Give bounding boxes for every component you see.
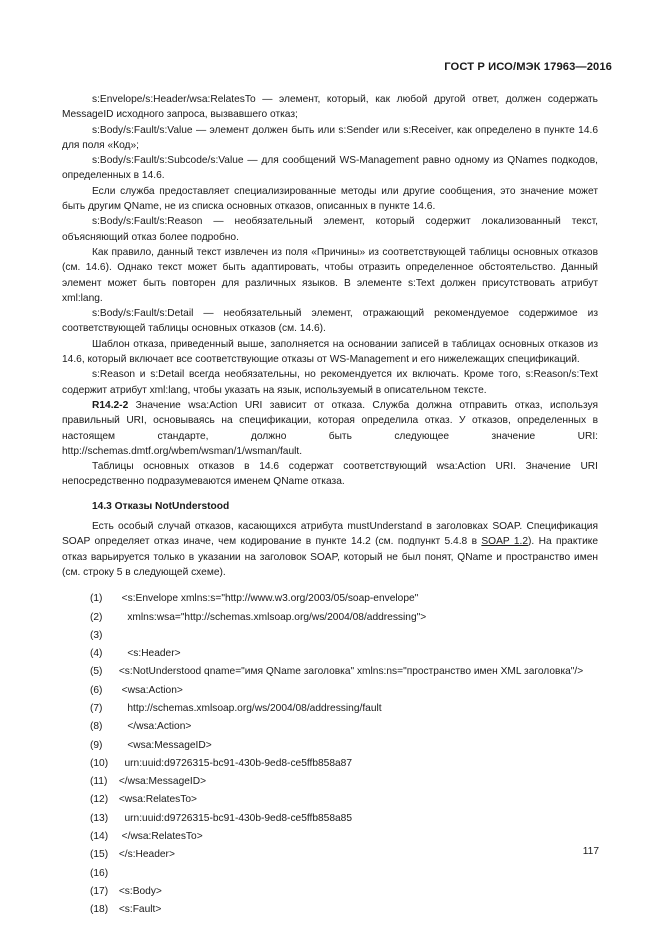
code-line-number: (14) (90, 831, 109, 843)
code-line-number: (5) (90, 666, 103, 678)
code-line-number: (16) (90, 867, 109, 879)
code-line (90, 865, 598, 883)
code-line (90, 682, 598, 700)
code-line-number: (9) (90, 739, 103, 751)
paragraph-relatesto: s:Envelope/s:Header/wsa:RelatesTo — элемент, который, как любой другой ответ, должен содержать MessageID исходного запроса, вызвавшего отказ; (62, 94, 598, 121)
code-line-number: (12) (90, 794, 109, 806)
code-line-text: </s:Header> (116, 849, 175, 861)
paragraph-custom-methods: Если служба предоставляет специализированные методы или другие сообщения, это значение может быть другим QName, не из списка основных отказов, описанных в пункте 14.6. (62, 185, 598, 213)
paragraph-subcode-value: s:Body/s:Fault/s:Subcode/s:Value — для сообщений WS-Management равно одному из QNames подкодов, определенных в 14.6. (62, 155, 598, 182)
code-line-number: (3) (90, 629, 103, 641)
requirement-id: R14.2-2 (92, 399, 129, 411)
soap-reference-link[interactable]: SOAP 1.2 (481, 536, 529, 548)
code-line (90, 773, 598, 791)
document-body (62, 92, 598, 920)
code-line-text: <wsa:MessageID> (116, 739, 212, 751)
code-line (90, 901, 598, 919)
paragraph-notunderstood (62, 519, 598, 580)
page-number: 117 (582, 846, 599, 857)
code-line (90, 663, 598, 681)
code-line-number: (18) (90, 904, 109, 916)
code-line-text: <s:Header> (116, 648, 181, 660)
code-line (90, 883, 598, 901)
section-heading: 14.3 Отказы NotUnderstood (92, 500, 230, 512)
paragraph-fault-template: Шаблон отказа, приведенный выше, заполняется на основании записей в таблицах основных отказов из 14.6, который включает все соответствующие отказы от WS-Management и его нижележащих спецификаций. (62, 338, 598, 366)
code-line (90, 590, 598, 608)
code-line-number: (6) (90, 684, 103, 696)
code-line-number: (7) (90, 702, 103, 714)
code-line (90, 645, 598, 663)
paragraph-fault-detail: s:Body/s:Fault/s:Detail — необязательный элемент, отражающий рекомендуемое содержимое из соответствующей таблицы основных отказов (см. 14.6). (62, 308, 598, 335)
paragraph-fault-tables: Таблицы основных отказов в 14.6 содержат соответствующий wsa:Action URI. Значение URI непосредственно подразумеваются именем QName отказа. (62, 461, 598, 488)
code-line-text: http://schemas.xmlsoap.org/ws/2004/08/addressing/fault (116, 702, 382, 714)
code-line-number: (17) (90, 885, 109, 897)
code-line (90, 791, 598, 809)
code-line-text: xmlns:wsa="http://schemas.xmlsoap.org/ws/2004/08/addressing"> (116, 611, 427, 623)
requirement-text: Значение wsa:Action URI зависит от отказа. Служба должна отправить отказ, используя правильный URI, основываясь на спецификации, которая определила отказ. У отказов, определенных в настоящем стандарте, должно быть следующее значение URI: http://schemas.dmtf.org/wbem/wsman/1/wsman/fault. (62, 399, 598, 457)
code-line (90, 718, 598, 736)
code-line-text: </wsa:Action> (116, 721, 192, 733)
code-line-text: <s:Envelope xmlns:s="http://www.w3.org/2003/05/soap-envelope" (116, 593, 419, 605)
code-line-text: <wsa:Action> (116, 684, 183, 696)
paragraph-reason-text: Как правило, данный текст извлечен из поля «Причины» из соответствующей таблицы основных отказов (см. 14.6). Однако текст может быть адаптировать, чтобы отразить определенное обстоятельство. Данный элемент может быть повторен для различных языков. В элементе s:Text должен присутствовать атрибут xml:lang. (62, 246, 598, 304)
code-line (90, 700, 598, 718)
code-line (90, 828, 598, 846)
code-line (90, 755, 598, 773)
code-line-text: </wsa:MessageID> (116, 776, 207, 788)
code-line-number: (1) (90, 593, 103, 605)
code-line (90, 609, 598, 627)
paragraph-text-after-link: ). На практике отказ варьируется только в указании на заголовок SOAP, который не был понят, QName и пространство имен (см. строку 5 в следующей схеме). (62, 536, 598, 578)
code-line (90, 846, 598, 864)
paragraph-requirement-r14-2-2 (62, 398, 598, 459)
code-line-text: <s:NotUnderstood qname="имя QName заголовка" xmlns:ns="пространство имен XML заголовка"/> (116, 666, 584, 678)
code-line-number: (4) (90, 648, 103, 660)
code-line-number: (13) (90, 812, 109, 824)
code-line-number: (8) (90, 721, 103, 733)
code-line-number: (15) (90, 849, 109, 861)
code-line-number: (2) (90, 611, 103, 623)
paragraph-text-before-link: Есть особый случай отказов, касающихся атрибута mustUnderstand в заголовках SOAP. Спецификация SOAP определяет отказ иначе, чем кодирование в пункте 14.2 (см. подпункт 5.4.8 в (62, 521, 598, 548)
document-header: ГОСТ Р ИСО/МЭК 17963—2016 (444, 61, 612, 73)
code-line-text: <s:Body> (116, 885, 162, 897)
code-line-text: <wsa:RelatesTo> (116, 794, 197, 806)
code-line-text: <s:Fault> (116, 904, 162, 916)
paragraph-fault-reason: s:Body/s:Fault/s:Reason — необязательный элемент, который содержит локализованный текст, объясняющий отказ более подробно. (62, 216, 598, 243)
code-line-number: (10) (90, 757, 109, 769)
code-line (90, 737, 598, 755)
code-listing (62, 590, 598, 919)
paragraph-fault-value: s:Body/s:Fault/s:Value — элемент должен быть или s:Sender или s:Receiver, как определено в пункте 14.6 для поля «Код»; (62, 124, 598, 151)
paragraph-reason-detail-optional: s:Reason и s:Detail всегда необязательны, но рекомендуется их включать. Кроме того, s:Reason/s:Text содержит атрибут xml:lang, чтобы указать на язык, используемый в описательном тексте. (62, 369, 598, 396)
code-line-text: urn:uuid:d9726315-bc91-430b-9ed8-ce5ffb858a87 (116, 757, 353, 769)
code-line-text: </wsa:RelatesTo> (116, 831, 203, 843)
code-line-number: (11) (90, 776, 108, 788)
code-line (90, 627, 598, 645)
code-line-text: urn:uuid:d9726315-bc91-430b-9ed8-ce5ffb858a85 (116, 812, 353, 824)
code-line (90, 810, 598, 828)
